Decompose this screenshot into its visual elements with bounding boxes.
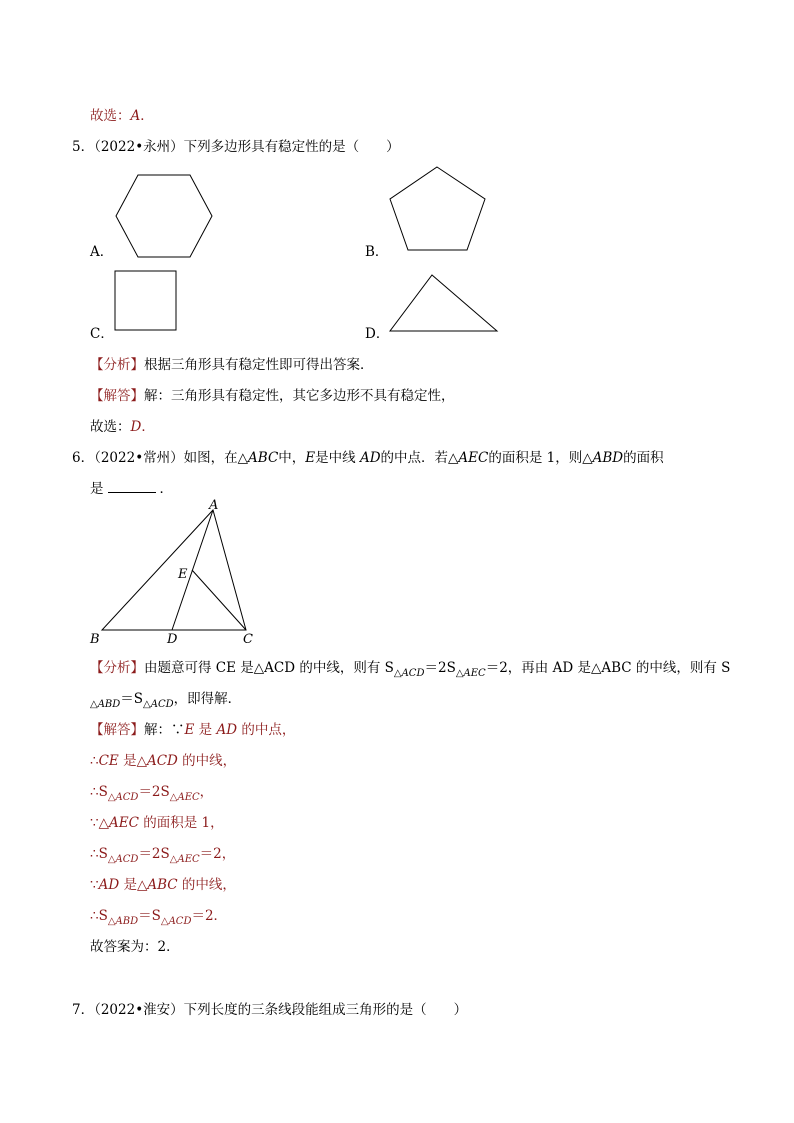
analysis-text: ＝2S xyxy=(424,660,456,676)
stem-text: 是 xyxy=(90,481,104,497)
label-e: E xyxy=(178,567,188,582)
step-text: ， xyxy=(199,784,214,800)
q6-analysis-line1 xyxy=(90,656,731,679)
stem-text: 6．（2022•常州）如图，在△ xyxy=(72,450,249,466)
math-var: AD xyxy=(98,877,120,893)
q6-stem xyxy=(72,446,664,466)
q6-solution-step6 xyxy=(90,873,236,893)
q5-answer-line xyxy=(90,415,155,435)
label-b: B xyxy=(90,632,100,647)
math-e: E xyxy=(305,450,316,466)
answer-letter: D xyxy=(130,419,142,435)
stem-text: 的面积是 1，则△ xyxy=(488,450,593,466)
q5-option-c-label: C． xyxy=(90,326,114,342)
math-var: ACD xyxy=(146,753,178,769)
step-text: 解：∵ xyxy=(144,722,185,738)
q6-solution-step5 xyxy=(90,842,236,865)
stem-text: 中， xyxy=(278,450,306,466)
subscript: △ACD xyxy=(143,699,174,710)
q6-solution-step1 xyxy=(90,718,295,738)
math-var: E xyxy=(184,722,195,738)
subscript: △ACD xyxy=(393,668,425,679)
answer-blank xyxy=(108,480,156,493)
step-text: 的面积是 1， xyxy=(138,815,224,831)
solution-tag: 【解答】 xyxy=(90,722,144,738)
step-text: 是△ xyxy=(118,753,147,769)
answer-letter: A xyxy=(130,108,141,124)
step-text: ∵ xyxy=(90,877,99,893)
step-text: ∴S xyxy=(90,784,108,800)
answer-prefix: 故选： xyxy=(90,108,131,124)
math-aec: AEC xyxy=(458,450,489,466)
pentagon-figure xyxy=(384,164,494,254)
analysis-text: ＝2，再由 AD 是△ABC 的中线，则有 S xyxy=(485,660,731,676)
subscript: △ABD xyxy=(107,916,139,927)
q5-solution xyxy=(90,384,455,404)
q6-solution-step4 xyxy=(90,811,224,831)
q4-answer-line xyxy=(90,104,154,124)
label-d: D xyxy=(167,632,178,647)
math-abc: ABC xyxy=(248,450,279,466)
solution-tag: 【解答】 xyxy=(90,388,144,404)
answer-suffix: ． xyxy=(140,108,154,124)
math-abd: ABD xyxy=(592,450,624,466)
analysis-text: 根据三角形具有稳定性即可得出答案． xyxy=(144,357,374,373)
math-var: CE xyxy=(98,753,119,769)
stem-text: ． xyxy=(159,481,173,497)
stem-text: 的中点．若△ xyxy=(380,450,459,466)
q6-solution-step7 xyxy=(90,904,228,927)
analysis-text: ＝S xyxy=(120,691,144,707)
step-text: ＝2． xyxy=(191,908,228,924)
subscript: △ACD xyxy=(160,916,192,927)
step-text: ＝2S xyxy=(138,846,170,862)
analysis-tag: 【分析】 xyxy=(90,660,144,676)
step-text: ＝2S xyxy=(138,784,170,800)
step-text: ＝S xyxy=(138,908,161,924)
math-ad: AD xyxy=(359,450,381,466)
step-text: 是 xyxy=(194,722,217,738)
q5-option-a-label: A． xyxy=(90,244,114,260)
q6-analysis-line2 xyxy=(90,687,242,710)
triangle-abc-figure xyxy=(86,498,266,648)
q6-final-answer: 故答案为：2． xyxy=(90,939,180,955)
analysis-text: 由题意可得 CE 是△ACD 的中线，则有 S xyxy=(144,660,394,676)
step-text: 的中线， xyxy=(177,877,236,893)
subscript: △AEC xyxy=(169,854,200,865)
step-text: ∴S xyxy=(90,908,108,924)
label-c: C xyxy=(243,632,253,647)
analysis-tag: 【分析】 xyxy=(90,357,144,373)
q6-stem-line2 xyxy=(90,477,173,497)
q6-solution-step3 xyxy=(90,780,214,803)
q7-stem: 7．（2022•淮安）下列长度的三条线段能组成三角形的是（ ） xyxy=(72,1002,468,1018)
subscript: △AEC xyxy=(169,792,200,803)
math-var: AD xyxy=(216,722,238,738)
subscript: △ACD xyxy=(107,792,139,803)
q5-analysis xyxy=(90,353,374,373)
q5-stem: 5．（2022•永州）下列多边形具有稳定性的是（ ） xyxy=(72,139,400,155)
q5-option-b-label: B． xyxy=(365,244,389,260)
step-text: ∴S xyxy=(90,846,108,862)
step-text: ∴ xyxy=(90,753,99,769)
answer-prefix: 故选： xyxy=(90,419,131,435)
answer-suffix: ． xyxy=(141,419,155,435)
label-a: A xyxy=(209,498,219,513)
stem-text: 的面积 xyxy=(623,450,664,466)
step-text: 是△ xyxy=(119,877,148,893)
solution-text: 解：三角形具有稳定性，其它多边形不具有稳定性， xyxy=(144,388,455,404)
subscript: △ABD xyxy=(90,699,121,710)
square-figure xyxy=(112,268,182,334)
step-text: 的中点， xyxy=(237,722,296,738)
q6-solution-step2 xyxy=(90,749,236,769)
q5-option-d-label: D． xyxy=(365,326,390,342)
step-text: ∵△ xyxy=(90,815,109,831)
hexagon-figure xyxy=(110,170,220,266)
subscript: △AEC xyxy=(455,668,486,679)
math-var: ABC xyxy=(147,877,178,893)
math-var: AEC xyxy=(108,815,139,831)
step-text: ＝2， xyxy=(199,846,236,862)
subscript: △ACD xyxy=(107,854,139,865)
step-text: 的中线， xyxy=(177,753,237,769)
analysis-text: ，即得解． xyxy=(173,691,242,707)
triangle-figure xyxy=(386,272,502,336)
stem-text: 是中线 xyxy=(315,450,356,466)
